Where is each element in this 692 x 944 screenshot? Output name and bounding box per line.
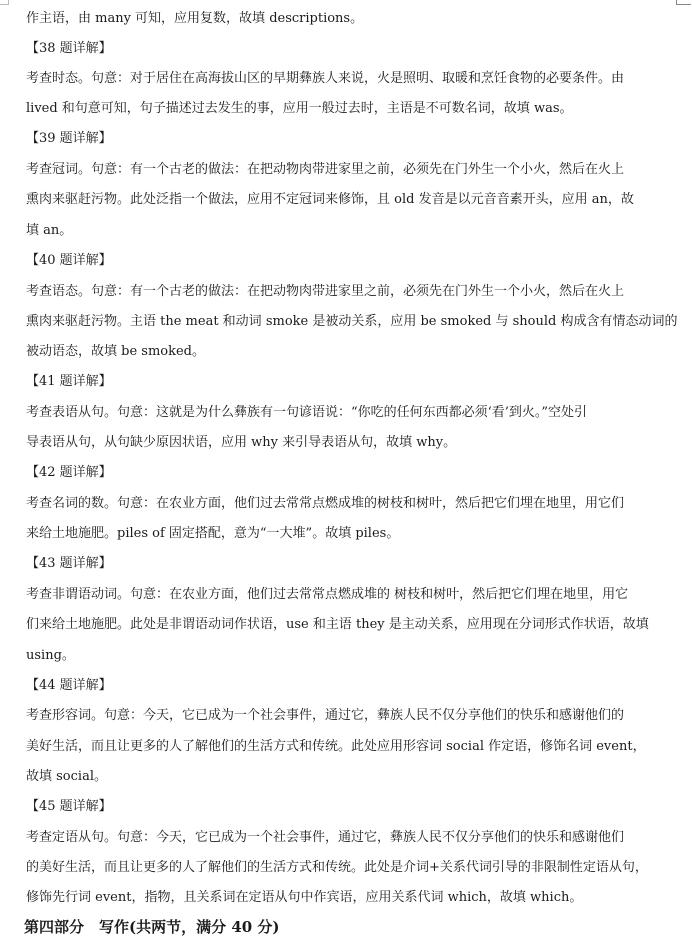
answer-heading-41: 【41 题详解】	[26, 374, 112, 389]
text-line: 熏肉来驱赶污物。此处泛指一个做法，应用不定冠词来修饰，且 old 发音是以元音音素开头，应用 an，故	[26, 192, 634, 207]
text-line: 考查冠词。句意：有一个古老的做法：在把动物肉带进家里之前，必须先在门外生一个小火，然后在火上	[26, 162, 625, 177]
text-line: 修饰先行词 event，指物，且关系词在定语从句中作宾语，应用关系代词 which，故填 which。	[26, 890, 583, 905]
text-line: 被动语态，故填 be smoked。	[26, 344, 205, 359]
answer-heading-44: 【44 题详解】	[26, 678, 112, 693]
text-line: 导表语从句，从句缺少原因状语，应用 why 来引导表语从句，故填 why。	[26, 435, 457, 450]
text-line: 考查非谓语动词。句意：在农业方面，他们过去常常点燃成堆的 树枝和树叶，然后把它们埋在地里，用它	[26, 587, 629, 602]
page-corner-mark	[676, 0, 691, 5]
text-line: 熏肉来驱赶污物。主语 the meat 和动词 smoke 是被动关系，应用 be smoked 与 should 构成含有情态动词的	[26, 314, 678, 329]
section-title: 第四部分 写作(共两节，满分 40 分)	[24, 918, 280, 936]
answer-heading-42: 【42 题详解】	[26, 465, 112, 480]
text-line: 考查名词的数。句意：在农业方面，他们过去常常点燃成堆的树枝和树叶，然后把它们埋在地里，用它们	[26, 496, 625, 511]
text-line: 故填 social。	[26, 769, 107, 784]
text-line: using。	[26, 648, 75, 663]
text-line: 的美好生活，而且让更多的人了解他们的生活方式和传统。此处是介词+关系代词引导的非限制性定语从句，	[26, 860, 648, 875]
answer-heading-39: 【39 题详解】	[26, 131, 112, 146]
page-corner-mark	[0, 0, 9, 5]
text-line: 考查形容词。句意：今天，它已成为一个社会事件，通过它，彝族人民不仅分享他们的快乐和感谢他们的	[26, 708, 625, 723]
text-line: 作主语，由 many 可知，应用复数，故填 descriptions。	[26, 11, 364, 26]
text-line: 考查表语从句。句意：这就是为什么彝族有一句谚语说：“你吃的任何东西都必须‘看’到火。”空处引	[26, 405, 588, 420]
answer-heading-40: 【40 题详解】	[26, 253, 112, 268]
text-line: lived 和句意可知，句子描述过去发生的事，应用一般过去时，主语是不可数名词，故填 was。	[26, 101, 573, 116]
text-line: 填 an。	[26, 223, 73, 238]
text-line: 考查语态。句意：有一个古老的做法：在把动物肉带进家里之前，必须先在门外生一个小火，然后在火上	[26, 284, 625, 299]
text-line: 们来给土地施肥。此处是非谓语动词作状语，use 和主语 they 是主动关系，应用现在分词形式作状语，故填	[26, 617, 649, 632]
text-line: 来给土地施肥。piles of 固定搭配，意为“一大堆”。故填 piles。	[26, 526, 400, 541]
text-line: 美好生活，而且让更多的人了解他们的生活方式和传统。此处应用形容词 social 作定语，修饰名词 event，	[26, 739, 646, 754]
text-line: 考查时态。句意：对于居住在高海拔山区的早期彝族人来说，火是照明、取暖和烹饪食物的必要条件。由	[26, 71, 625, 86]
text-line: 考查定语从句。句意：今天，它已成为一个社会事件，通过它，彝族人民不仅分享他们的快乐和感谢他们	[26, 830, 625, 845]
answer-heading-38: 【38 题详解】	[26, 41, 112, 56]
answer-heading-45: 【45 题详解】	[26, 799, 112, 814]
answer-heading-43: 【43 题详解】	[26, 556, 112, 571]
